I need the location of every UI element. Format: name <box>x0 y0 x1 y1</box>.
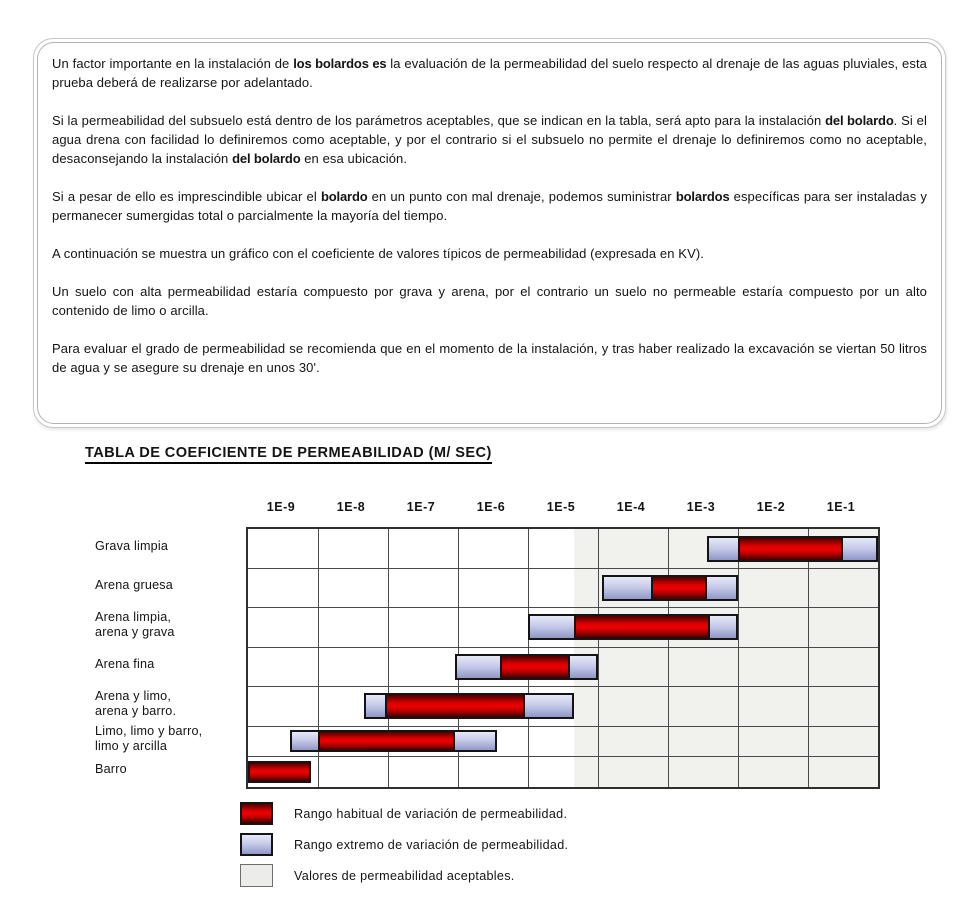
paragraph <box>52 187 927 225</box>
x-tick-label: 1E-6 <box>476 500 506 514</box>
row-label-line: Barro <box>95 762 127 776</box>
paragraph <box>52 111 927 168</box>
text-run: Un factor importante en la instalación de <box>52 56 294 71</box>
x-tick-label: 1E-9 <box>266 500 296 514</box>
text-run: en un punto con mal drenaje, podemos suministrar <box>367 189 676 204</box>
row-labels <box>70 527 246 785</box>
legend-label: Rango habitual de variación de permeabilidad. <box>294 806 568 821</box>
permeability-chart <box>70 500 930 789</box>
row-label <box>70 527 246 566</box>
x-tick-label: 1E-3 <box>686 500 716 514</box>
paragraph <box>52 244 927 263</box>
text-run: Para evaluar el grado de permeabilidad se recomienda que en el momento de la instalación, y tras haber realizado la excavación se viertan 50 litros de agua y se asegure su drenaje en unos 30'. <box>52 341 927 375</box>
x-tick-label: 1E-1 <box>826 500 856 514</box>
row-label-line: Grava limpia <box>95 539 169 553</box>
text-run: en esa ubicación. <box>300 151 408 166</box>
legend-item <box>240 833 568 856</box>
intro-paragraphs <box>37 42 942 424</box>
habitual-range-bar <box>574 614 711 640</box>
row-label-line: Arena gruesa <box>95 578 174 592</box>
legend-label: Valores de permeabilidad aceptables. <box>294 868 515 883</box>
row-label-line: arena y grava <box>95 625 175 639</box>
row-label <box>70 566 246 605</box>
grid-hline <box>248 568 878 569</box>
text-run: la evaluación de la permeabilidad del suelo respecto al drenaje de las aguas pluviales, esta prueba deberá de realizarse por adelantado. <box>52 56 927 90</box>
text-run: Si la permeabilidad del subsuelo está dentro de los parámetros aceptables, que se indican en la tabla, será apto para la instalación <box>52 113 826 128</box>
row-label <box>70 724 246 754</box>
text-run: específicas para ser instaladas y permanecer sumergidas total o parcialmente la mayoría del tiempo. <box>52 189 928 223</box>
intro-box <box>33 38 946 428</box>
paragraph <box>52 339 927 377</box>
habitual-range-bar <box>651 575 707 601</box>
legend <box>240 802 568 895</box>
product-term: bolardos <box>675 189 730 204</box>
product-term: bolardo <box>320 189 368 204</box>
grid-hline <box>248 686 878 687</box>
grid-hline <box>248 726 878 727</box>
habitual-range-bar <box>385 693 525 719</box>
row-label <box>70 684 246 724</box>
aceptable-swatch <box>240 864 273 887</box>
habitual-range-bar <box>738 536 843 562</box>
row-label-line: Arena y limo, <box>95 689 172 703</box>
grid-hline <box>248 647 878 648</box>
row-label-line: arena y barro. <box>95 704 177 718</box>
habitual-range-bar <box>500 654 570 680</box>
grid-hline <box>248 756 878 757</box>
row-label-line: Arena limpia, <box>95 610 172 624</box>
product-term: del bolardo <box>825 113 894 128</box>
row-label-line: Arena fina <box>95 657 155 671</box>
chart-title: TABLA DE COEFICIENTE DE PERMEABILIDAD (M/ SEC) <box>85 445 492 464</box>
row-label-line: limo y arcilla <box>95 739 168 753</box>
row-label <box>70 605 246 645</box>
paragraph <box>52 54 927 92</box>
legend-item <box>240 802 568 825</box>
x-tick-label: 1E-7 <box>406 500 436 514</box>
product-term: los bolardos es <box>293 56 387 71</box>
row-label <box>70 754 246 785</box>
habitual-range-bar <box>318 730 455 752</box>
text-run: A continuación se muestra un gráfico con el coeficiente de valores típicos de permeabilidad (expresada en KV). <box>52 246 704 261</box>
habitual-swatch <box>240 802 273 825</box>
text-run: Un suelo con alta permeabilidad estaría compuesto por grava y arena, por el contrario un suelo no permeable estaría compuesto por un alto contenido de limo o arcilla. <box>52 284 927 318</box>
row-label <box>70 645 246 684</box>
legend-item <box>240 864 568 887</box>
x-tick-label: 1E-2 <box>756 500 786 514</box>
text-run: Si a pesar de ello es imprescindible ubicar el <box>52 189 321 204</box>
row-label-line: Limo, limo y barro, <box>95 724 203 738</box>
chart-grid <box>246 527 880 789</box>
x-tick-label: 1E-8 <box>336 500 366 514</box>
x-tick-label: 1E-4 <box>616 500 646 514</box>
product-term: del bolardo <box>232 151 301 166</box>
habitual-range-bar <box>248 761 311 783</box>
grid-hline <box>248 607 878 608</box>
text-run: . Si el agua drena con facilidad lo definiremos como aceptable, y por el contrario si el subsuelo no permite el drenaje lo definiremos como no aceptable, desaconsejando la instalación <box>52 113 927 166</box>
paragraph <box>52 282 927 320</box>
x-tick-label: 1E-5 <box>546 500 576 514</box>
x-axis-ticks <box>246 500 876 516</box>
chart-body <box>70 527 930 789</box>
extremo-swatch <box>240 833 273 856</box>
legend-label: Rango extremo de variación de permeabilidad. <box>294 837 569 852</box>
